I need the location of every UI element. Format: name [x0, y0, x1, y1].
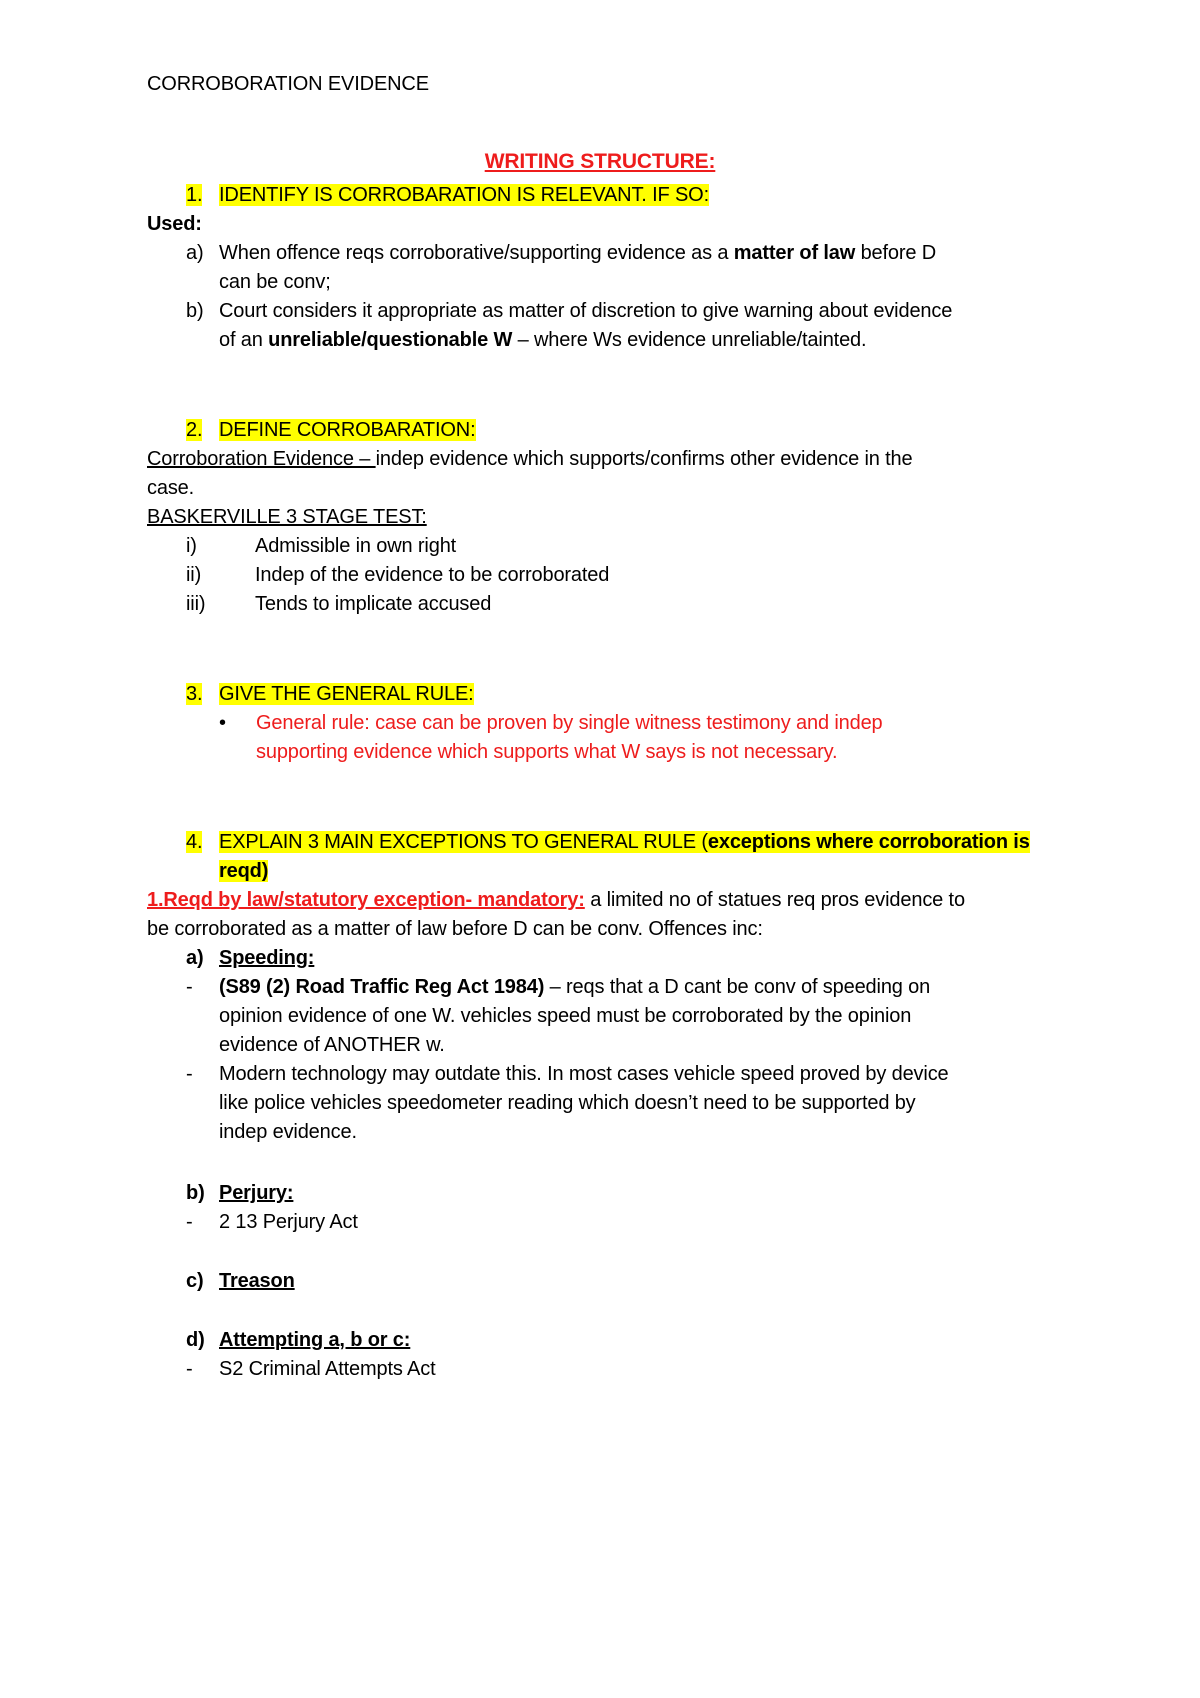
- roman-label-i: i): [186, 535, 197, 557]
- section-3-number: 3.: [186, 683, 203, 705]
- dash-icon: -: [186, 976, 193, 998]
- exception-1-line2: be corroborated as a matter of law before D can be conv. Offences inc:: [147, 918, 763, 940]
- list-label-b: b): [186, 300, 204, 322]
- definition-line1: Corroboration Evidence – indep evidence which supports/confirms other evidence in the: [147, 448, 913, 470]
- speeding-point2-line3: indep evidence.: [219, 1121, 357, 1143]
- speeding-point1-line3: evidence of ANOTHER w.: [219, 1034, 445, 1056]
- section-3-heading: GIVE THE GENERAL RULE:: [219, 683, 474, 705]
- section-4-heading-line1: EXPLAIN 3 MAIN EXCEPTIONS TO GENERAL RULE (exceptions where corroboration is: [219, 831, 1030, 853]
- offence-treason-title: Treason: [219, 1270, 295, 1292]
- definition-line2: case.: [147, 477, 195, 499]
- offence-label-d: d): [186, 1329, 205, 1351]
- roman-item-i: Admissible in own right: [255, 535, 457, 557]
- speeding-point2-line1: Modern technology may outdate this. In most cases vehicle speed proved by device: [219, 1063, 949, 1085]
- speeding-point1-line1: (S89 (2) Road Traffic Reg Act 1984) – reqs that a D cant be conv of speeding on: [219, 976, 931, 998]
- roman-item-ii: Indep of the evidence to be corroborated: [255, 564, 610, 586]
- list-item-b-line1: Court considers it appropriate as matter of discretion to give warning about evidence: [219, 300, 953, 322]
- offence-label-b: b): [186, 1182, 205, 1204]
- dash-icon: -: [186, 1063, 193, 1085]
- offence-label-c: c): [186, 1270, 204, 1292]
- attempts-point: S2 Criminal Attempts Act: [219, 1358, 436, 1380]
- offence-perjury-title: Perjury:: [219, 1182, 294, 1204]
- general-rule-line1: General rule: case can be proven by single witness testimony and indep: [256, 712, 883, 734]
- offence-label-a: a): [186, 947, 204, 969]
- section-2-heading: DEFINE CORROBARATION:: [219, 419, 476, 441]
- offence-attempting-title: Attempting a, b or c:: [219, 1329, 411, 1351]
- exception-1-line1: 1.Reqd by law/statutory exception- mandatory: a limited no of statues req pros evidence to: [147, 889, 965, 911]
- list-item-b-line2: of an unreliable/questionable W – where Ws evidence unreliable/tainted.: [219, 329, 867, 351]
- dash-icon: -: [186, 1358, 193, 1380]
- section-1-number: 1.: [186, 184, 203, 206]
- perjury-point: 2 13 Perjury Act: [219, 1211, 358, 1233]
- page-title: WRITING STRUCTURE:: [484, 150, 716, 173]
- roman-label-ii: ii): [186, 564, 202, 586]
- speeding-point1-line2: opinion evidence of one W. vehicles speed must be corroborated by the opinion: [219, 1005, 912, 1027]
- list-label-a: a): [186, 242, 204, 264]
- section-4-heading-line2: reqd): [219, 860, 269, 882]
- used-label: Used:: [147, 213, 202, 235]
- list-item-a-line2: can be conv;: [219, 271, 331, 293]
- list-item-a-line1: When offence reqs corroborative/supporting evidence as a matter of law before D: [219, 242, 937, 264]
- roman-item-iii: Tends to implicate accused: [255, 593, 492, 615]
- speeding-point2-line2: like police vehicles speedometer reading which doesn’t need to be supported by: [219, 1092, 916, 1114]
- bullet-icon: •: [219, 712, 226, 734]
- section-1-heading: IDENTIFY IS CORROBARATION IS RELEVANT. IF SO:: [219, 184, 709, 206]
- dash-icon: -: [186, 1211, 193, 1233]
- offence-speeding-title: Speeding:: [219, 947, 315, 969]
- section-4-number: 4.: [186, 831, 203, 853]
- baskerville-test-heading: BASKERVILLE 3 STAGE TEST:: [147, 506, 427, 528]
- section-2-number: 2.: [186, 419, 203, 441]
- document-header: CORROBORATION EVIDENCE: [147, 73, 429, 95]
- roman-label-iii: iii): [186, 593, 206, 615]
- general-rule-line2: supporting evidence which supports what W says is not necessary.: [256, 741, 838, 763]
